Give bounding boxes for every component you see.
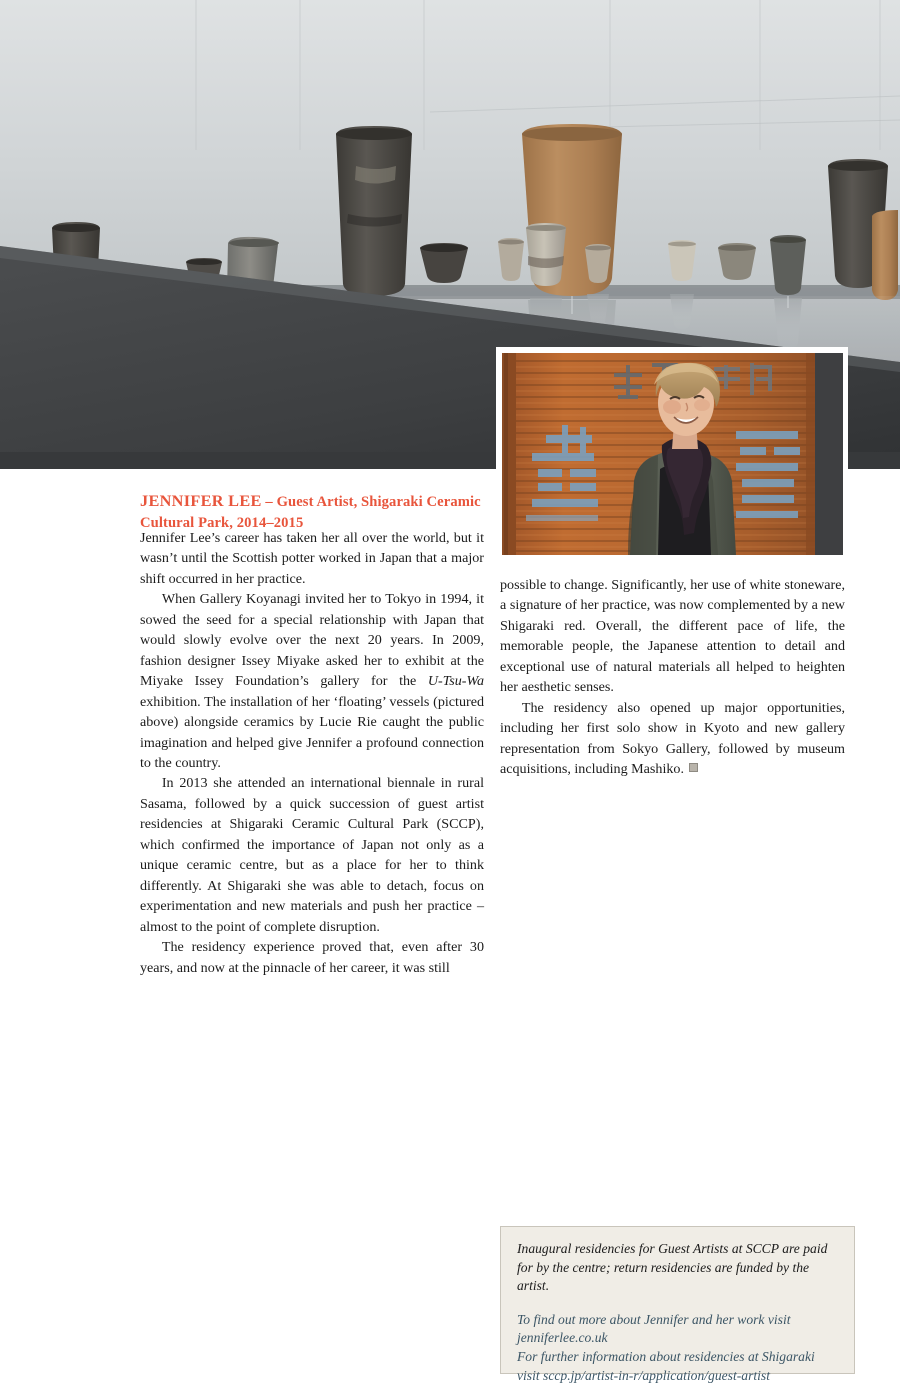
headline-artist-name: JENNIFER LEE [140,491,262,511]
paragraph-part: exhibition. The installation of her ‘floating’ vessels (pictured above) alongside ceramics by Lucie Rie caught the public imagination and helped give Jennifer a profound connection to the country. [140,693,484,771]
page-title [140,491,485,533]
residency-info-box [500,1226,855,1383]
paragraph [140,589,484,773]
paragraph [500,698,845,780]
article-column-right [500,575,845,780]
portrait-photo [502,353,843,555]
paragraph: Jennifer Lee’s career has taken her all over the world, but it wasn’t until the Scottish potter worked in Japan that a major shift occurred in her practice. [140,530,484,587]
paragraph: In 2013 she attended an international biennale in rural Sasama, followed by a quick succession of guest artist residencies at Shigaraki Ceramic Cultural Park (SCCP), which confirmed the importance of Japan not only as a unique ceramic centre, but as a place for her to think differently. At Shigaraki she was able to detach, focus on experimentation and new materials and push her practice – almost to the point of complete disruption. [140,775,484,935]
paragraph: possible to change. Significantly, her use of white stoneware, a signature of her practice, was now complemented by a new Shigaraki red. Overall, the different pace of life, the memorable people, the Japanese attention to detail and exceptional use of natural materials all helped to heighten her aesthetic senses. [500,577,845,696]
paragraph: The residency experience proved that, even after 30 years, and now at the pinnacle of her career, it was still [140,939,484,976]
infobox-paragraph-artist-link[interactable]: To find out more about Jennifer and her work visit jenniferlee.co.uk [517,1311,791,1346]
article-column-left [140,528,484,978]
headline-subtitle: – Guest Artist, Shigaraki Ceramic Cultural Park, 2014–2015 [140,494,481,531]
portrait-photo-frame [496,347,848,560]
paragraph-part: The residency also opened up major opportunities, including her first solo show in Kyoto and new gallery representation from Sokyo Gallery, followed by museum acquisitions, including Mashiko. [500,699,845,778]
infobox-paragraph-residency-link[interactable]: For further information about residencies at Shigaraki visit sccp.jp/artist-in-r/application/guest-artist [517,1348,815,1383]
end-of-article-marker-icon [689,763,698,772]
paragraph-part: When Gallery Koyanagi invited her to Tokyo in 1994, it sowed the seed for a special relationship with Japan that would slowly evolve over the next 20 years. In 2009, fashion designer Issey Miyake asked her to exhibit at the Miyake Issey Foundation’s gallery for the [140,591,484,690]
exhibition-title: U-Tsu-Wa [427,673,484,690]
portrait-illustration [502,353,843,555]
infobox-paragraph-funding: Inaugural residencies for Guest Artists at SCCP are paid for by the centre; return residencies are funded by the artist. [517,1241,828,1294]
